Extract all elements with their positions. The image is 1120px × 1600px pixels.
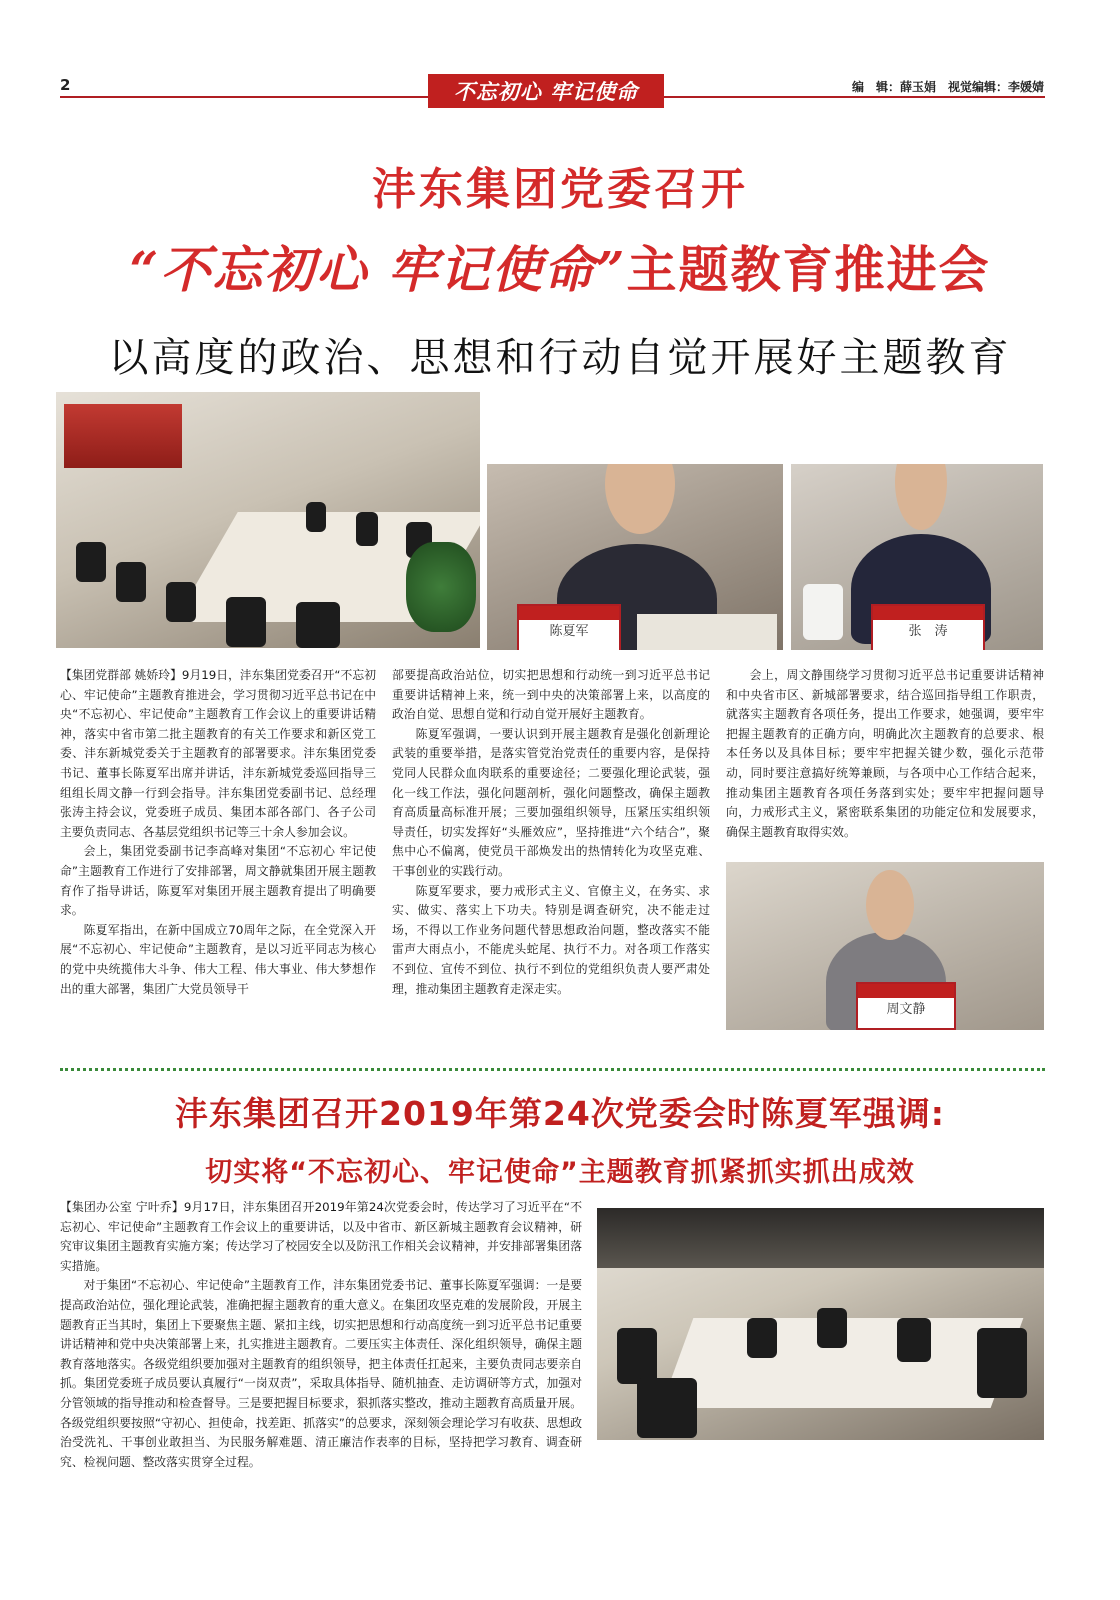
speaker-photo-chen — [487, 464, 783, 650]
meeting-photo-1 — [56, 392, 480, 648]
article1-column-1 — [60, 666, 376, 999]
page-number: 2 — [60, 76, 71, 94]
article1-paragraph: 陈夏军要求，要力戒形式主义、官僚主义，在务实、求实、做实、落实上下功夫。特别是调查研究，决不能走过场，不得以工作业务问题代替思想政治问题，整改落实不能雷声大雨点小，不能虎头蛇尾、执行不力。对各项工作落实不到位、宣传不到位、执行不到位的党组织负责人要严肃处理，推动集团主题教育走深走实。 — [392, 883, 710, 996]
article2-title: 沣东集团召开2019年第24次党委会时陈夏军强调: — [175, 1094, 945, 1133]
nameplate-zhang: 张 涛 — [871, 604, 985, 650]
article1-column-2 — [392, 666, 710, 999]
speaker-photo-zhou — [726, 862, 1044, 1030]
article1-title-line2 — [0, 230, 1120, 302]
editor-credit: 编 辑：薛玉娟 视觉编辑：李媛婧 — [851, 80, 1044, 94]
article1-title-quote: “不忘初心 牢记使命” — [129, 240, 627, 299]
article1-title-line1: 沣东集团党委召开 — [372, 164, 748, 215]
teacup — [803, 584, 843, 640]
speaker-photo-zhang — [791, 464, 1043, 650]
screen-display — [64, 404, 182, 468]
article1-paragraph: 会上，集团党委副书记李高峰对集团“不忘初心 牢记使命”主题教育工作进行了安排部署，周文静就集团开展主题教育作了指导讲话，陈夏军对集团开展主题教育提出了明确要求。 — [60, 844, 376, 918]
wall-panel — [597, 1208, 1044, 1268]
section-banner: 不忘初心 牢记使命 — [428, 74, 664, 108]
desk — [637, 614, 777, 650]
article2-subtitle: 切实将“不忘初心、牢记使命”主题教育抓紧抓实抓出成效 — [205, 1157, 915, 1188]
nameplate-zhou: 周文静 — [856, 982, 956, 1030]
article2-paragraph: 【集团办公室 宁叶乔】9月17日，沣东集团召开2019年第24次党委会时，传达学习了习近平在“不忘初心、牢记使命”主题教育工作会议上的重要讲话，以及中省市、新区新城主题教育会议精神，研究审议集团主题教育实施方案；传达学习了校园安全以及防汛工作相关会议精神，并安排部署集团落实措施。 — [60, 1200, 582, 1273]
article1-paragraph: 陈夏军指出，在新中国成立70周年之际，在全党深入开展“不忘初心、牢记使命”主题教育，是以习近平同志为核心的党中央统揽伟大斗争、伟大工程、伟大事业、伟大梦想作出的重大部署，集团广大党员领导干 — [60, 922, 376, 996]
article1-column-3 — [726, 666, 1044, 842]
article1-paragraph: 会上，周文静围绕学习贯彻习近平总书记重要讲话精神和中央省市区、新城部署要求，结合巡回指导组工作职责，就落实主题教育各项任务，提出工作要求，她强调，要牢牢把握主题教育的正确方向，明确此次主题教育的总要求、根本任务以及具体目标；要牢牢把握关键少数，强化示范带动，同时要注意搞好统筹兼顾，与各项中心工作结合起来，推动集团主题教育各项任务落到实处；要牢牢把握问题导向，力戒形式主义，紧密联系集团的功能定位和发展要求，确保主题教育取得实效。 — [726, 668, 1044, 839]
article2-paragraph: 对于集团“不忘初心、牢记使命”主题教育工作，沣东集团党委书记、董事长陈夏军强调：一是要提高政治站位，强化理论武装，准确把握主题教育的重大意义。在集团攻坚克难的发展阶段，开展主题教育正当其时，集团上下要聚焦主题、紧扣主线，切实把思想和行动高度统一到习近平总书记重要讲话精神和党中央决策部署上来，扎实推进主题教育。二要压实主体责任、深化组织领导，确保主题教育落地落实。各级党组织要加强对主题教育的组织领导，把主体责任扛起来，主要负责同志要亲自抓。集团党委班子成员要认真履行“一岗双责”，采取具体指导、随机抽查、走访调研等方式，加强对分管领域的指导推动和检查督导。三是要把握目标要求，狠抓落实整改，推动主题教育高质量开展。各级党组织要按照“守初心、担使命，找差距、抓落实”的总要求，深刻领会理论学习有收获、思想政治受洗礼、干事创业敢担当、为民服务解难题、清正廉洁作表率的目标，坚持把学习教育、调查研究、检视问题、整改落实贯穿全过程。 — [60, 1278, 582, 1469]
article1-subtitle: 以高度的政治、思想和行动自觉开展好主题教育 — [108, 335, 1012, 381]
article2-text — [60, 1198, 582, 1472]
plant — [406, 542, 476, 632]
article1-paragraph: 【集团党群部 姚娇玲】9月19日，沣东集团党委召开“不忘初心、牢记使命”主题教育推进会，学习贯彻习近平总书记在中央“不忘初心、牢记使命”主题教育工作会议上的重要讲话精神，落实中省市第二批主题教育的有关工作要求和新区党工委、沣东新城党委关于主题教育的部署要求。沣东集团党委书记、董事长陈夏军出席并讲话，沣东新城党委巡回指导三组组长周文静一行到会指导。沣东集团党委副书记、总经理张涛主持会议，党委班子成员、集团本部各部门、各子公司主要负责同志、各基层党组织书记等三十余人参加会议。 — [60, 668, 376, 839]
article1-title-rest: 主题教育推进会 — [626, 241, 991, 299]
article1-paragraph: 陈夏军强调，一要认识到开展主题教育是强化创新理论武装的重要举措，是落实管党治党责任的重要内容，是保持党同人民群众血肉联系的重要途径；二要强化理论武装，强化一线工作法，强化问题剖析，强化问题整改，确保主题教育高质量高标准开展；三要加强组织领导，压紧压实组织领导责任，切实发挥好“头雁效应”，坚持推进“六个结合”，聚焦中心不偏离，使党员干部焕发出的热情转化为攻坚克难、干事创业的实践行动。 — [392, 726, 710, 878]
article1-paragraph: 部要提高政治站位，切实把思想和行动统一到习近平总书记重要讲话精神上来，统一到中央的决策部署上来，以高度的政治自觉、思想自觉和行动自觉开展好主题教育。 — [392, 668, 710, 722]
section-divider — [60, 1068, 1045, 1071]
meeting-photo-2 — [597, 1208, 1044, 1440]
nameplate-chen: 陈夏军 — [517, 604, 621, 650]
